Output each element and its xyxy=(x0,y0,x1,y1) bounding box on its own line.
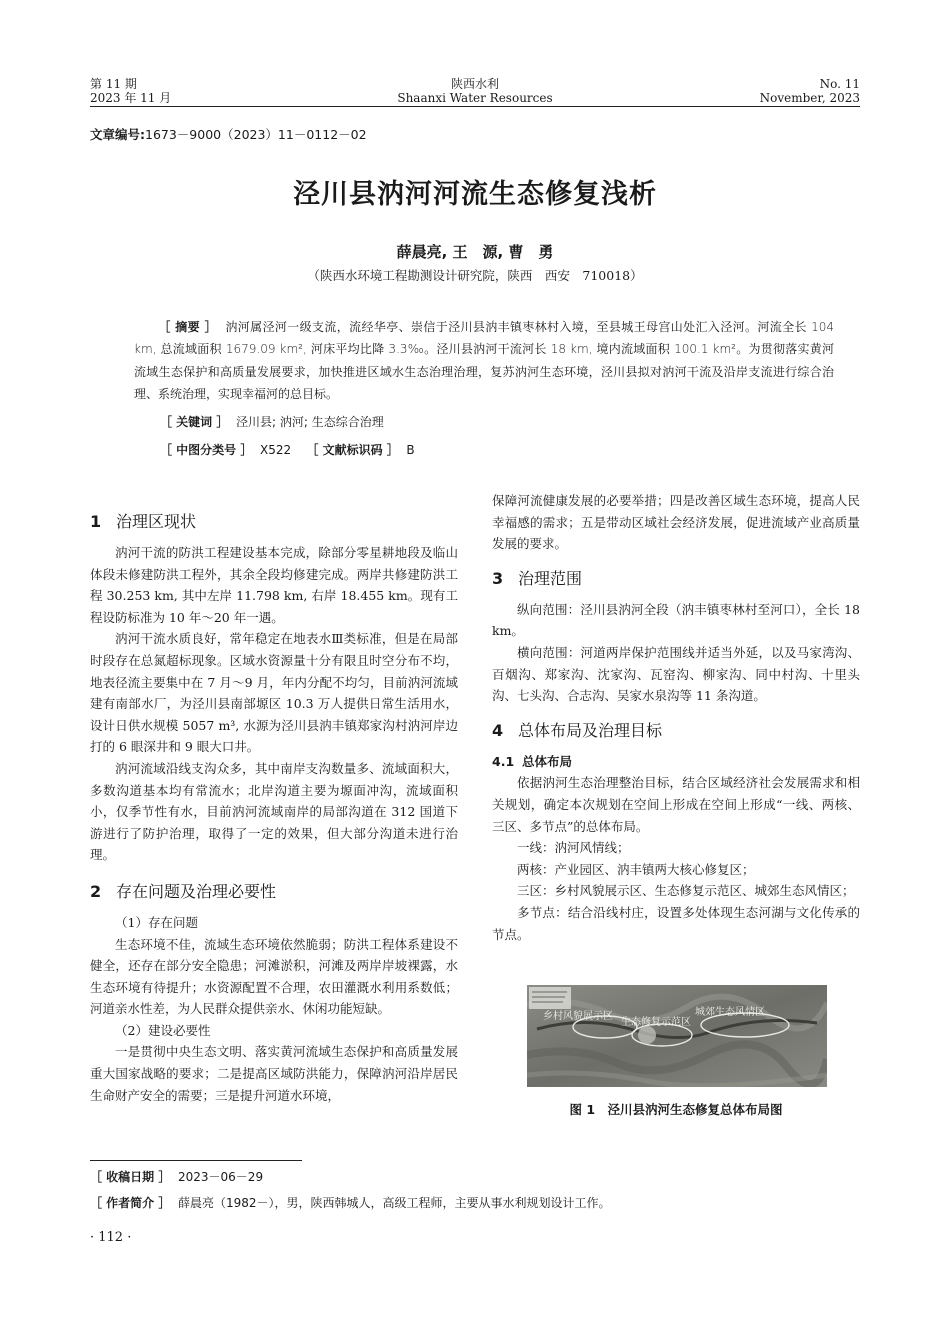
article-number xyxy=(90,125,367,143)
section-4-paragraph: 三区：乡村风貌展示区、生态修复示范区、城郊生态风情区； xyxy=(517,883,855,899)
layout-map-image xyxy=(527,985,827,1087)
map-label-ecological: 生态修复示范区 xyxy=(621,1017,691,1028)
map-label-rural: 乡村风貌展示区 xyxy=(543,1011,613,1022)
section-3-heading: 3 治理范围 xyxy=(492,568,583,588)
paper-title: 泾川县汭河河流生态修复浅析 xyxy=(293,179,657,210)
figure-caption: 图 1 泾川县汭河生态修复总体布局图 xyxy=(569,1102,783,1117)
section-4-paragraph: 多节点：结合沿线村庄，设置多处体现生态河湖与文化传承的节点。 xyxy=(492,904,860,942)
section-4-paragraph: 一线：汭河风情线； xyxy=(517,840,630,856)
abstract-label: ［ 摘要 ］ xyxy=(158,320,217,334)
subsection-4-1-heading: 4.1 总体布局 xyxy=(492,753,573,769)
header-rule xyxy=(90,106,860,107)
section-4-paragraph: 两核：产业园区、汭丰镇两大核心修复区； xyxy=(517,861,755,877)
running-header-center xyxy=(330,77,620,105)
bio-label: ［ 作者简介 ］ xyxy=(90,1196,171,1210)
section-4-paragraph: 依据汭河生态治理整治目标，结合区域经济社会发展需求和相关规划，确定本次规划在空间上形成在空间上形成“一线、两核、三区、多节点”的总体布局。 xyxy=(492,775,860,834)
section-2-paragraph: 一是贯彻中央生态文明、落实黄河流域生态保护和高质量发展重大国家战略的要求；二是提高区域防洪能力，保障汭河沿岸居民生命财产安全的需要；三是提升河道水环境， xyxy=(90,1044,458,1103)
section-2-subheading: （1）存在问题 xyxy=(115,914,198,930)
author-bio xyxy=(90,1194,611,1211)
section-2-subheading: （2）建设必要性 xyxy=(115,1022,211,1038)
section-1-heading: 1 治理区现状 xyxy=(90,512,197,531)
left-column xyxy=(90,500,458,1106)
clc-label: ［ 中图分类号 ］ xyxy=(160,443,253,457)
section-3-paragraph: 横向范围：河道两岸保护范围线并适当外延，以及马家湾沟、百烟沟、郑家沟、沈家沟、瓦窑沟、柳家沟、同中村沟、十里头沟、七头沟、合志沟、吴家水泉沟等 11 条沟道。 xyxy=(492,644,860,704)
classification xyxy=(160,441,415,458)
clc-value: X522 xyxy=(260,443,292,457)
abstract xyxy=(134,316,834,406)
page-number: · 112 · xyxy=(90,1230,132,1245)
keywords xyxy=(160,413,384,430)
issue-number-en: No. 11 xyxy=(819,77,860,91)
running-header-right xyxy=(760,77,860,105)
map-label-suburban: 城郊生态风情区 xyxy=(695,1007,765,1018)
footnote-rule xyxy=(90,1160,302,1161)
affiliation: （陕西水环境工程勘测设计研究院，陕西 西安 710018） xyxy=(307,268,643,283)
section-1-paragraph: 汭河干流水质良好，常年稳定在地表水Ⅲ类标准，但是在局部时段存在总氮超标现象。区域水资源量十分有限且时空分布不均，地表径流主要集中在 7 月～9 月，年内分配不均匀，目前汭河流域建有南部水厂，为泾川县南部塬区 10.3 万人提供日常生活用水，设计日供水规模 5057 m³, 水源为泾川县汭丰镇郑家沟村汭河岸边打的 6 眼深井和 9 眼大口井。 xyxy=(90,631,458,755)
doc-code-value: B xyxy=(406,443,415,457)
keywords-text: 泾川县; 汭河; 生态综合治理 xyxy=(236,415,384,429)
journal-name-cn: 陕西水利 xyxy=(450,77,499,91)
section-4-heading: 4 总体布局及治理目标 xyxy=(492,720,663,740)
bio-value: 薛晨亮（1982－），男，陕西韩城人，高级工程师，主要从事水利规划设计工作。 xyxy=(178,1196,611,1210)
received-value: 2023－06－29 xyxy=(178,1170,264,1184)
issue-date-en: November, 2023 xyxy=(759,91,860,105)
section-1-paragraph: 汭河干流的防洪工程建设基本完成，除部分零星耕地段及临山体段未修建防洪工程外，其余全段均修建完成。两岸共修建防洪工程 30.253 km, 其中左岸 11.798 km, 右岸 18.455 km。现有工程设防标准为 10 年～20 年一遇。 xyxy=(90,545,458,625)
section-3-paragraph: 纵向范围：泾川县汭河全段（汭丰镇枣林村至河口），全长 18 km。 xyxy=(492,601,860,639)
layout-map-figure xyxy=(527,985,827,1087)
received-date xyxy=(90,1168,263,1185)
keywords-label: ［ 关键词 ］ xyxy=(160,415,229,429)
issue-number: 第 11 期 xyxy=(90,77,137,91)
article-number-value: 1673－9000（2023）11－0112－02 xyxy=(145,127,367,142)
running-header-left xyxy=(90,77,171,105)
section-2-paragraph: 生态环境不佳，流域生态环境依然脆弱；防洪工程体系建设不健全，还存在部分安全隐患；河滩淤积，河滩及两岸岸坡裸露，水生态环境有待提升；水资源配置不合理，农田灌溉水利用系数低；河道亲水性差，为人民群众提供亲水、休闲功能短缺。 xyxy=(90,936,458,1017)
received-label: ［ 收稿日期 ］ xyxy=(90,1170,171,1184)
doc-code-label: ［ 文献标识码 ］ xyxy=(306,443,399,457)
right-column xyxy=(492,490,860,945)
section-1-paragraph: 汭河流域沿线支沟众多，其中南岸支沟数量多、流域面积大，多数沟道基本均有常流水；北岸沟道主要为塬面冲沟，流域面积小，仅季节性有水，目前汭河流域南岸的局部沟道在 312 国道下游进行了防护治理，取得了一定的效果，但大部分沟道未进行治理。 xyxy=(90,760,458,863)
authors: 薛晨亮, 王 源, 曹 勇 xyxy=(396,243,554,261)
section-2-paragraph-continued: 保障河流健康发展的必要举措；四是改善区域生态环境，提高人民幸福感的需求；五是带动区域社会经济发展，促进流域产业高质量发展的要求。 xyxy=(492,493,860,552)
issue-date: 2023 年 11 月 xyxy=(90,91,172,105)
abstract-text: 汭河属泾河一级支流，流经华亭、崇信于泾川县汭丰镇枣林村入境，至县城王母宫山处汇入泾河。河流全长 104 km, 总流域面积 1679.09 km², 河床平均比降 3.3‰。泾川县汭河干流河长 18 km, 境内流域面积 100.1 km²。为贯彻落实黄河流域生态保护和高质量发展要求，加快推进区域水生态治理治理，复苏汭河生态环境，泾川县拟对汭河干流及沿岸支流进行综合治理、系统治理，实现幸福河的总目标。 xyxy=(134,320,834,402)
journal-name-en: Shaanxi Water Resources xyxy=(397,91,553,105)
section-2-heading: 2 存在问题及治理必要性 xyxy=(90,881,277,901)
article-number-label: 文章编号: xyxy=(90,127,145,142)
